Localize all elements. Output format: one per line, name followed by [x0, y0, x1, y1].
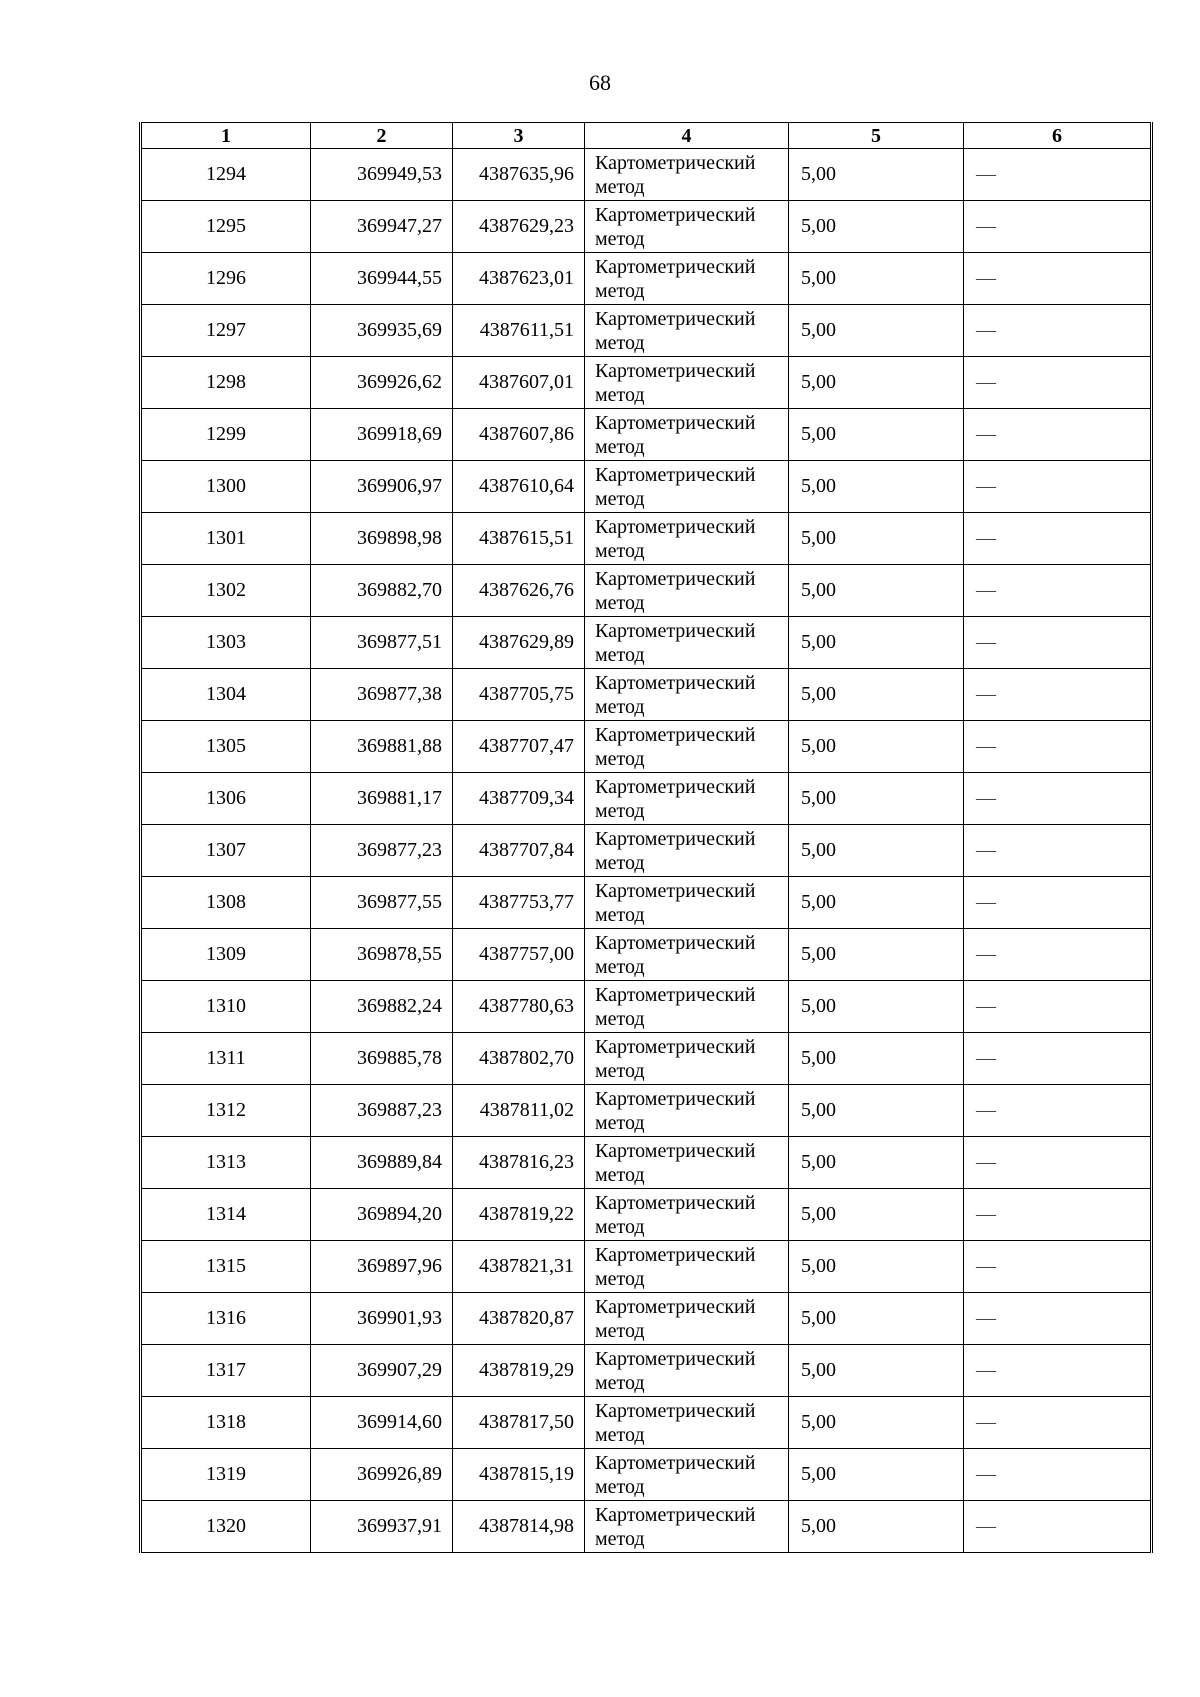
method-line-1: Картометрический — [595, 775, 756, 798]
table-row — [141, 617, 1152, 669]
accuracy-cell: 5,00 — [789, 149, 964, 201]
method-cell — [585, 513, 789, 565]
table-row — [141, 877, 1152, 929]
table-row — [141, 409, 1152, 461]
method-line-1: Картометрический — [595, 203, 756, 226]
method-line-2: метод — [595, 1475, 645, 1498]
x-coordinate-cell: 369897,96 — [311, 1241, 453, 1293]
point-number-cell: 1305 — [141, 721, 311, 773]
y-coordinate-cell: 4387629,89 — [453, 617, 585, 669]
y-coordinate-cell: 4387707,84 — [453, 825, 585, 877]
method-line-2: метод — [595, 487, 645, 510]
method-line-1: Картометрический — [595, 931, 756, 954]
accuracy-cell: 5,00 — [789, 1033, 964, 1085]
method-line-2: метод — [595, 851, 645, 874]
method-line-1: Картометрический — [595, 1295, 756, 1318]
header-col-6: 6 — [964, 123, 1152, 149]
method-line-2: метод — [595, 1007, 645, 1030]
table-row — [141, 929, 1152, 981]
y-coordinate-cell: 4387626,76 — [453, 565, 585, 617]
method-line-2: метод — [595, 643, 645, 666]
y-coordinate-cell: 4387820,87 — [453, 1293, 585, 1345]
x-coordinate-cell: 369878,55 — [311, 929, 453, 981]
method-line-1: Картометрический — [595, 619, 756, 642]
note-cell: — — [964, 1033, 1152, 1085]
y-coordinate-cell: 4387817,50 — [453, 1397, 585, 1449]
y-coordinate-cell: 4387816,23 — [453, 1137, 585, 1189]
method-line-2: метод — [595, 1163, 645, 1186]
x-coordinate-cell: 369877,38 — [311, 669, 453, 721]
x-coordinate-cell: 369944,55 — [311, 253, 453, 305]
x-coordinate-cell: 369882,24 — [311, 981, 453, 1033]
note-cell: — — [964, 1189, 1152, 1241]
note-cell: — — [964, 877, 1152, 929]
accuracy-cell: 5,00 — [789, 981, 964, 1033]
table-row — [141, 1449, 1152, 1501]
table-row — [141, 825, 1152, 877]
method-line-2: метод — [595, 799, 645, 822]
table-row — [141, 1293, 1152, 1345]
accuracy-cell: 5,00 — [789, 825, 964, 877]
note-cell: — — [964, 565, 1152, 617]
method-cell — [585, 1293, 789, 1345]
x-coordinate-cell: 369901,93 — [311, 1293, 453, 1345]
x-coordinate-cell: 369949,53 — [311, 149, 453, 201]
method-cell — [585, 1137, 789, 1189]
point-number-cell: 1307 — [141, 825, 311, 877]
note-cell: — — [964, 721, 1152, 773]
header-col-1: 1 — [141, 123, 311, 149]
point-number-cell: 1317 — [141, 1345, 311, 1397]
accuracy-cell: 5,00 — [789, 253, 964, 305]
method-line-1: Картометрический — [595, 1399, 756, 1422]
point-number-cell: 1304 — [141, 669, 311, 721]
table-row — [141, 669, 1152, 721]
method-line-2: метод — [595, 591, 645, 614]
method-line-2: метод — [595, 227, 645, 250]
method-cell — [585, 1345, 789, 1397]
method-line-1: Картометрический — [595, 671, 756, 694]
method-line-2: метод — [595, 695, 645, 718]
accuracy-cell: 5,00 — [789, 1293, 964, 1345]
accuracy-cell: 5,00 — [789, 929, 964, 981]
accuracy-cell: 5,00 — [789, 877, 964, 929]
method-line-1: Картометрический — [595, 1243, 756, 1266]
table-row — [141, 981, 1152, 1033]
method-cell — [585, 1397, 789, 1449]
method-line-2: метод — [595, 1527, 645, 1550]
y-coordinate-cell: 4387623,01 — [453, 253, 585, 305]
table-row — [141, 1501, 1152, 1553]
method-line-1: Картометрический — [595, 359, 756, 382]
table-row — [141, 513, 1152, 565]
point-number-cell: 1300 — [141, 461, 311, 513]
point-number-cell: 1318 — [141, 1397, 311, 1449]
point-number-cell: 1303 — [141, 617, 311, 669]
y-coordinate-cell: 4387780,63 — [453, 981, 585, 1033]
accuracy-cell: 5,00 — [789, 1241, 964, 1293]
method-line-2: метод — [595, 1423, 645, 1446]
accuracy-cell: 5,00 — [789, 201, 964, 253]
y-coordinate-cell: 4387607,01 — [453, 357, 585, 409]
x-coordinate-cell: 369914,60 — [311, 1397, 453, 1449]
method-line-2: метод — [595, 1267, 645, 1290]
method-cell — [585, 877, 789, 929]
x-coordinate-cell: 369877,23 — [311, 825, 453, 877]
point-number-cell: 1294 — [141, 149, 311, 201]
method-line-2: метод — [595, 1319, 645, 1342]
point-number-cell: 1299 — [141, 409, 311, 461]
y-coordinate-cell: 4387815,19 — [453, 1449, 585, 1501]
accuracy-cell: 5,00 — [789, 1085, 964, 1137]
header-col-5: 5 — [789, 123, 964, 149]
table-row — [141, 1189, 1152, 1241]
method-cell — [585, 1241, 789, 1293]
note-cell: — — [964, 1397, 1152, 1449]
y-coordinate-cell: 4387819,22 — [453, 1189, 585, 1241]
table-header-row — [141, 123, 1152, 149]
method-line-2: метод — [595, 539, 645, 562]
accuracy-cell: 5,00 — [789, 721, 964, 773]
accuracy-cell: 5,00 — [789, 461, 964, 513]
point-number-cell: 1309 — [141, 929, 311, 981]
x-coordinate-cell: 369907,29 — [311, 1345, 453, 1397]
method-cell — [585, 617, 789, 669]
method-line-2: метод — [595, 435, 645, 458]
method-line-1: Картометрический — [595, 255, 756, 278]
header-col-3: 3 — [453, 123, 585, 149]
method-cell — [585, 409, 789, 461]
y-coordinate-cell: 4387757,00 — [453, 929, 585, 981]
note-cell: — — [964, 773, 1152, 825]
method-cell — [585, 1033, 789, 1085]
y-coordinate-cell: 4387802,70 — [453, 1033, 585, 1085]
accuracy-cell: 5,00 — [789, 773, 964, 825]
x-coordinate-cell: 369881,17 — [311, 773, 453, 825]
note-cell: — — [964, 1085, 1152, 1137]
x-coordinate-cell: 369877,55 — [311, 877, 453, 929]
y-coordinate-cell: 4387607,86 — [453, 409, 585, 461]
method-cell — [585, 669, 789, 721]
method-line-1: Картометрический — [595, 723, 756, 746]
accuracy-cell: 5,00 — [789, 357, 964, 409]
accuracy-cell: 5,00 — [789, 513, 964, 565]
accuracy-cell: 5,00 — [789, 305, 964, 357]
method-line-2: метод — [595, 955, 645, 978]
method-cell — [585, 201, 789, 253]
method-cell — [585, 721, 789, 773]
x-coordinate-cell: 369882,70 — [311, 565, 453, 617]
method-cell — [585, 929, 789, 981]
method-cell — [585, 1189, 789, 1241]
point-number-cell: 1316 — [141, 1293, 311, 1345]
note-cell: — — [964, 201, 1152, 253]
table-row — [141, 461, 1152, 513]
note-cell: — — [964, 461, 1152, 513]
method-line-1: Картометрический — [595, 151, 756, 174]
table-row — [141, 149, 1152, 201]
note-cell: — — [964, 929, 1152, 981]
accuracy-cell: 5,00 — [789, 617, 964, 669]
method-line-2: метод — [595, 747, 645, 770]
method-cell — [585, 981, 789, 1033]
note-cell: — — [964, 1345, 1152, 1397]
note-cell: — — [964, 825, 1152, 877]
method-line-2: метод — [595, 279, 645, 302]
method-cell — [585, 1501, 789, 1553]
y-coordinate-cell: 4387707,47 — [453, 721, 585, 773]
note-cell: — — [964, 617, 1152, 669]
point-number-cell: 1320 — [141, 1501, 311, 1553]
method-cell — [585, 149, 789, 201]
table-row — [141, 1033, 1152, 1085]
table-row — [141, 721, 1152, 773]
accuracy-cell: 5,00 — [789, 1189, 964, 1241]
y-coordinate-cell: 4387610,64 — [453, 461, 585, 513]
method-line-1: Картометрический — [595, 983, 756, 1006]
method-line-1: Картометрический — [595, 567, 756, 590]
note-cell: — — [964, 513, 1152, 565]
note-cell: — — [964, 1501, 1152, 1553]
note-cell: — — [964, 149, 1152, 201]
x-coordinate-cell: 369894,20 — [311, 1189, 453, 1241]
point-number-cell: 1297 — [141, 305, 311, 357]
table-row — [141, 1345, 1152, 1397]
method-line-1: Картометрический — [595, 515, 756, 538]
point-number-cell: 1295 — [141, 201, 311, 253]
method-cell — [585, 825, 789, 877]
method-line-1: Картометрический — [595, 411, 756, 434]
method-line-1: Картометрический — [595, 463, 756, 486]
x-coordinate-cell: 369935,69 — [311, 305, 453, 357]
y-coordinate-cell: 4387819,29 — [453, 1345, 585, 1397]
note-cell: — — [964, 409, 1152, 461]
table-row — [141, 253, 1152, 305]
table-row — [141, 201, 1152, 253]
note-cell: — — [964, 1241, 1152, 1293]
x-coordinate-cell: 369926,62 — [311, 357, 453, 409]
note-cell: — — [964, 1449, 1152, 1501]
y-coordinate-cell: 4387611,51 — [453, 305, 585, 357]
y-coordinate-cell: 4387629,23 — [453, 201, 585, 253]
point-number-cell: 1306 — [141, 773, 311, 825]
accuracy-cell: 5,00 — [789, 1501, 964, 1553]
table-row — [141, 565, 1152, 617]
y-coordinate-cell: 4387821,31 — [453, 1241, 585, 1293]
method-line-1: Картометрический — [595, 1139, 756, 1162]
point-number-cell: 1302 — [141, 565, 311, 617]
point-number-cell: 1301 — [141, 513, 311, 565]
point-number-cell: 1313 — [141, 1137, 311, 1189]
note-cell: — — [964, 253, 1152, 305]
header-col-2: 2 — [311, 123, 453, 149]
point-number-cell: 1296 — [141, 253, 311, 305]
y-coordinate-cell: 4387814,98 — [453, 1501, 585, 1553]
y-coordinate-cell: 4387709,34 — [453, 773, 585, 825]
header-col-4: 4 — [585, 123, 789, 149]
point-number-cell: 1298 — [141, 357, 311, 409]
coordinates-table — [139, 122, 1153, 1553]
y-coordinate-cell: 4387811,02 — [453, 1085, 585, 1137]
x-coordinate-cell: 369887,23 — [311, 1085, 453, 1137]
x-coordinate-cell: 369885,78 — [311, 1033, 453, 1085]
method-line-1: Картометрический — [595, 827, 756, 850]
table-row — [141, 305, 1152, 357]
x-coordinate-cell: 369906,97 — [311, 461, 453, 513]
table-row — [141, 1241, 1152, 1293]
accuracy-cell: 5,00 — [789, 1345, 964, 1397]
method-line-1: Картометрический — [595, 1191, 756, 1214]
x-coordinate-cell: 369937,91 — [311, 1501, 453, 1553]
method-line-1: Картометрический — [595, 1087, 756, 1110]
accuracy-cell: 5,00 — [789, 1137, 964, 1189]
method-line-1: Картометрический — [595, 307, 756, 330]
x-coordinate-cell: 369926,89 — [311, 1449, 453, 1501]
note-cell: — — [964, 357, 1152, 409]
accuracy-cell: 5,00 — [789, 669, 964, 721]
accuracy-cell: 5,00 — [789, 1397, 964, 1449]
method-cell — [585, 357, 789, 409]
method-line-1: Картометрический — [595, 1451, 756, 1474]
method-line-2: метод — [595, 383, 645, 406]
table-body — [141, 149, 1152, 1553]
point-number-cell: 1311 — [141, 1033, 311, 1085]
point-number-cell: 1319 — [141, 1449, 311, 1501]
y-coordinate-cell: 4387753,77 — [453, 877, 585, 929]
method-line-1: Картометрический — [595, 1035, 756, 1058]
accuracy-cell: 5,00 — [789, 1449, 964, 1501]
x-coordinate-cell: 369881,88 — [311, 721, 453, 773]
x-coordinate-cell: 369898,98 — [311, 513, 453, 565]
table-row — [141, 773, 1152, 825]
method-cell — [585, 565, 789, 617]
accuracy-cell: 5,00 — [789, 565, 964, 617]
method-cell — [585, 773, 789, 825]
method-line-2: метод — [595, 175, 645, 198]
method-line-1: Картометрический — [595, 879, 756, 902]
method-line-1: Картометрический — [595, 1347, 756, 1370]
y-coordinate-cell: 4387635,96 — [453, 149, 585, 201]
note-cell: — — [964, 669, 1152, 721]
method-line-2: метод — [595, 903, 645, 926]
x-coordinate-cell: 369889,84 — [311, 1137, 453, 1189]
method-line-2: метод — [595, 1059, 645, 1082]
table-row — [141, 1085, 1152, 1137]
method-cell — [585, 1085, 789, 1137]
table-row — [141, 1137, 1152, 1189]
page-number: 68 — [589, 70, 611, 95]
x-coordinate-cell: 369918,69 — [311, 409, 453, 461]
method-cell — [585, 305, 789, 357]
method-line-2: метод — [595, 331, 645, 354]
method-line-2: метод — [595, 1215, 645, 1238]
method-cell — [585, 461, 789, 513]
accuracy-cell: 5,00 — [789, 409, 964, 461]
point-number-cell: 1308 — [141, 877, 311, 929]
method-cell — [585, 1449, 789, 1501]
x-coordinate-cell: 369877,51 — [311, 617, 453, 669]
point-number-cell: 1315 — [141, 1241, 311, 1293]
coordinates-table-container — [139, 122, 1150, 1553]
note-cell: — — [964, 1293, 1152, 1345]
table-row — [141, 1397, 1152, 1449]
point-number-cell: 1310 — [141, 981, 311, 1033]
point-number-cell: 1312 — [141, 1085, 311, 1137]
x-coordinate-cell: 369947,27 — [311, 201, 453, 253]
note-cell: — — [964, 981, 1152, 1033]
method-line-1: Картометрический — [595, 1503, 756, 1526]
method-line-2: метод — [595, 1111, 645, 1134]
method-cell — [585, 253, 789, 305]
point-number-cell: 1314 — [141, 1189, 311, 1241]
y-coordinate-cell: 4387615,51 — [453, 513, 585, 565]
method-line-2: метод — [595, 1371, 645, 1394]
table-row — [141, 357, 1152, 409]
note-cell: — — [964, 305, 1152, 357]
note-cell: — — [964, 1137, 1152, 1189]
y-coordinate-cell: 4387705,75 — [453, 669, 585, 721]
